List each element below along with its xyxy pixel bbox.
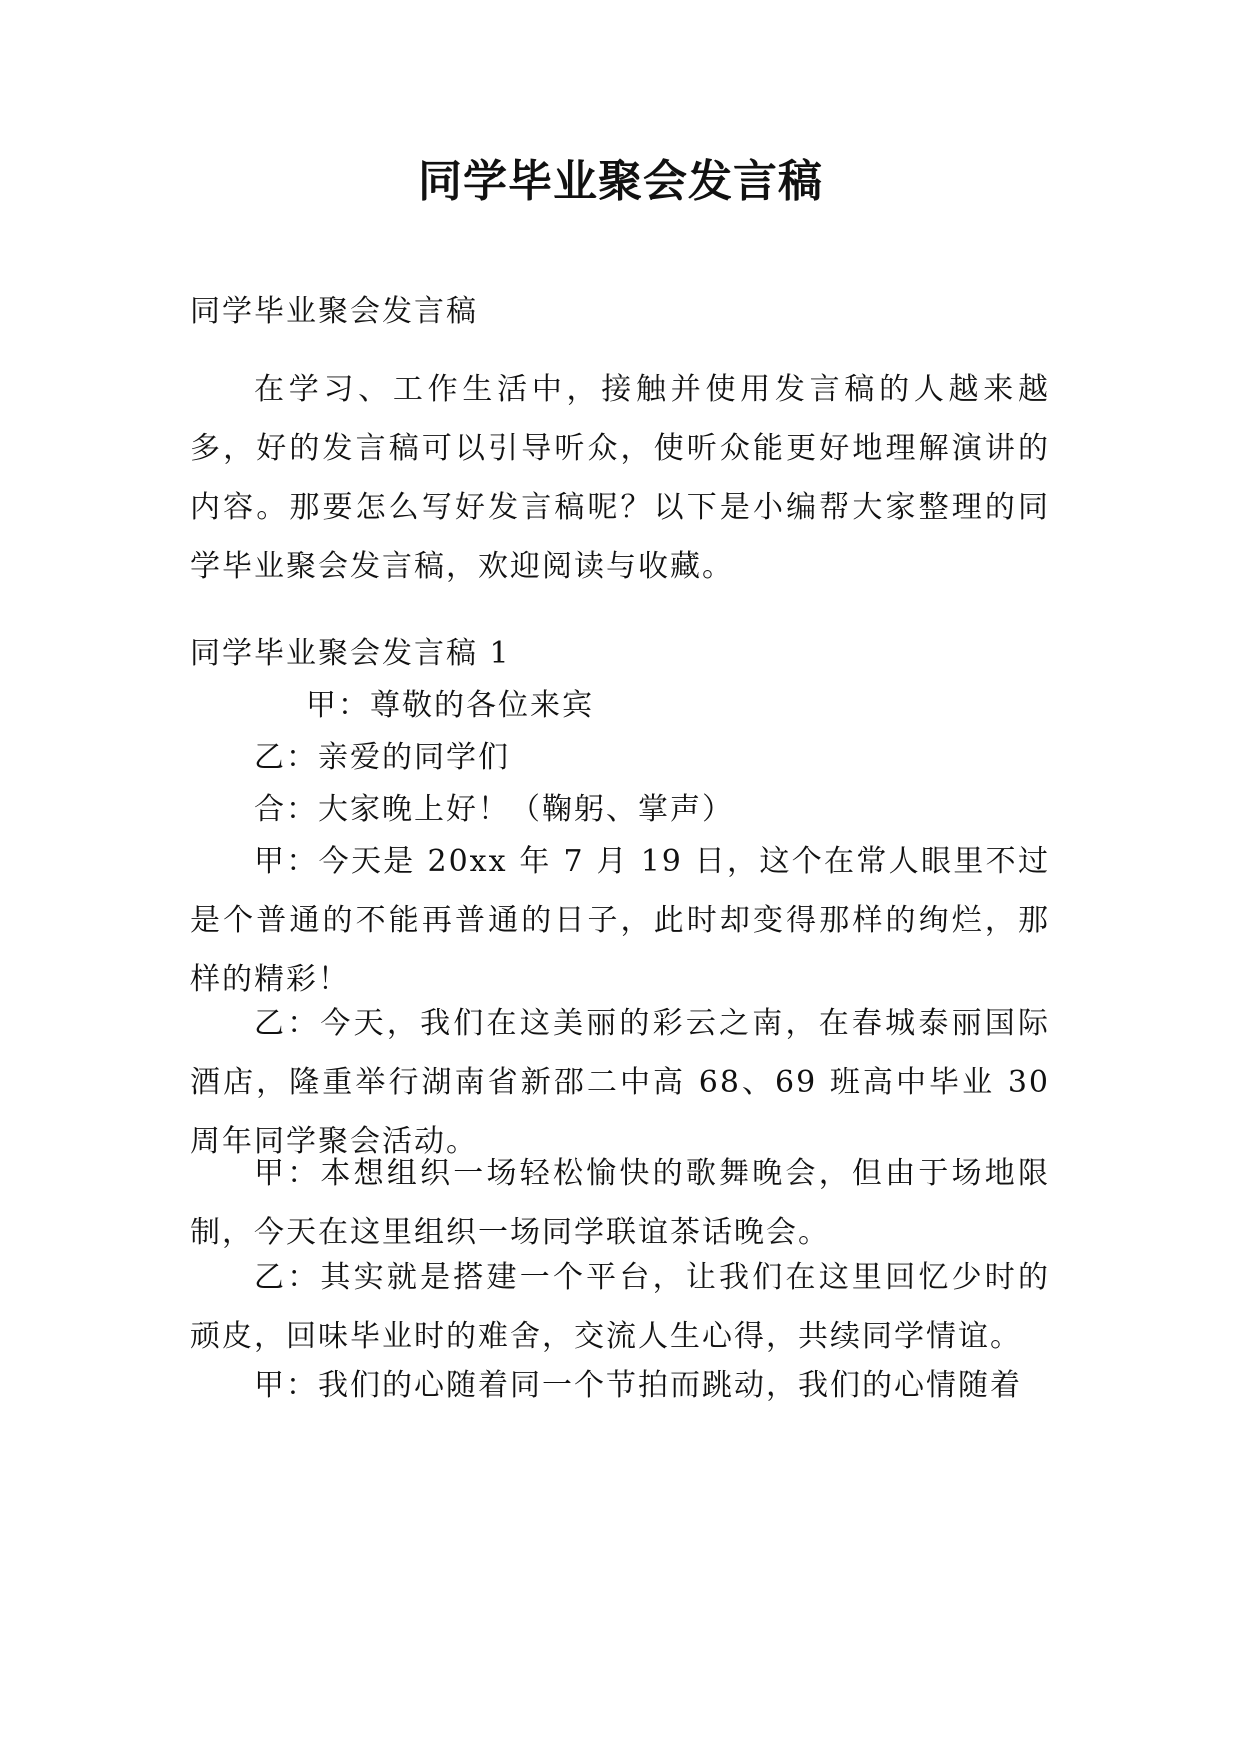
document-subtitle: 同学毕业聚会发言稿 [190, 294, 478, 329]
dialogue-line: 乙：其实就是搭建一个平台，让我们在这里回忆少时的顽皮，回味毕业时的难舍，交流人生心得，共续同学情谊。 [190, 1260, 1050, 1354]
intro-paragraph: 在学习、工作生活中，接触并使用发言稿的人越来越多，好的发言稿可以引导听众，使听众能更好地理解演讲的内容。那要怎么写好发言稿呢？以下是小编帮大家整理的同学毕业聚会发言稿，欢迎阅读与收藏。 [190, 372, 1050, 584]
dialogue-line: 甲：我们的心随着同一个节拍而跳动，我们的心情随着 [254, 1368, 1022, 1403]
dialogue-line: 甲：尊敬的各位来宾 [306, 688, 594, 723]
dialogue-line: 合：大家晚上好！（鞠躬、掌声） [254, 792, 734, 827]
dialogue-line: 甲：今天是 20xx 年 7 月 19 日，这个在常人眼里不过是个普通的不能再普通的日子，此时却变得那样的绚烂，那样的精彩！ [190, 844, 1050, 997]
dialogue-line: 乙：今天，我们在这美丽的彩云之南，在春城泰丽国际酒店，隆重举行湖南省新邵二中高 68、69 班高中毕业 30 周年同学聚会活动。 [190, 1006, 1050, 1159]
section-heading: 同学毕业聚会发言稿 1 [190, 636, 511, 671]
page-title: 同学毕业聚会发言稿 [418, 156, 823, 207]
dialogue-line: 甲：本想组织一场轻松愉快的歌舞晚会，但由于场地限制，今天在这里组织一场同学联谊茶话晚会。 [190, 1156, 1050, 1250]
dialogue-line: 乙：亲爱的同学们 [254, 740, 510, 775]
